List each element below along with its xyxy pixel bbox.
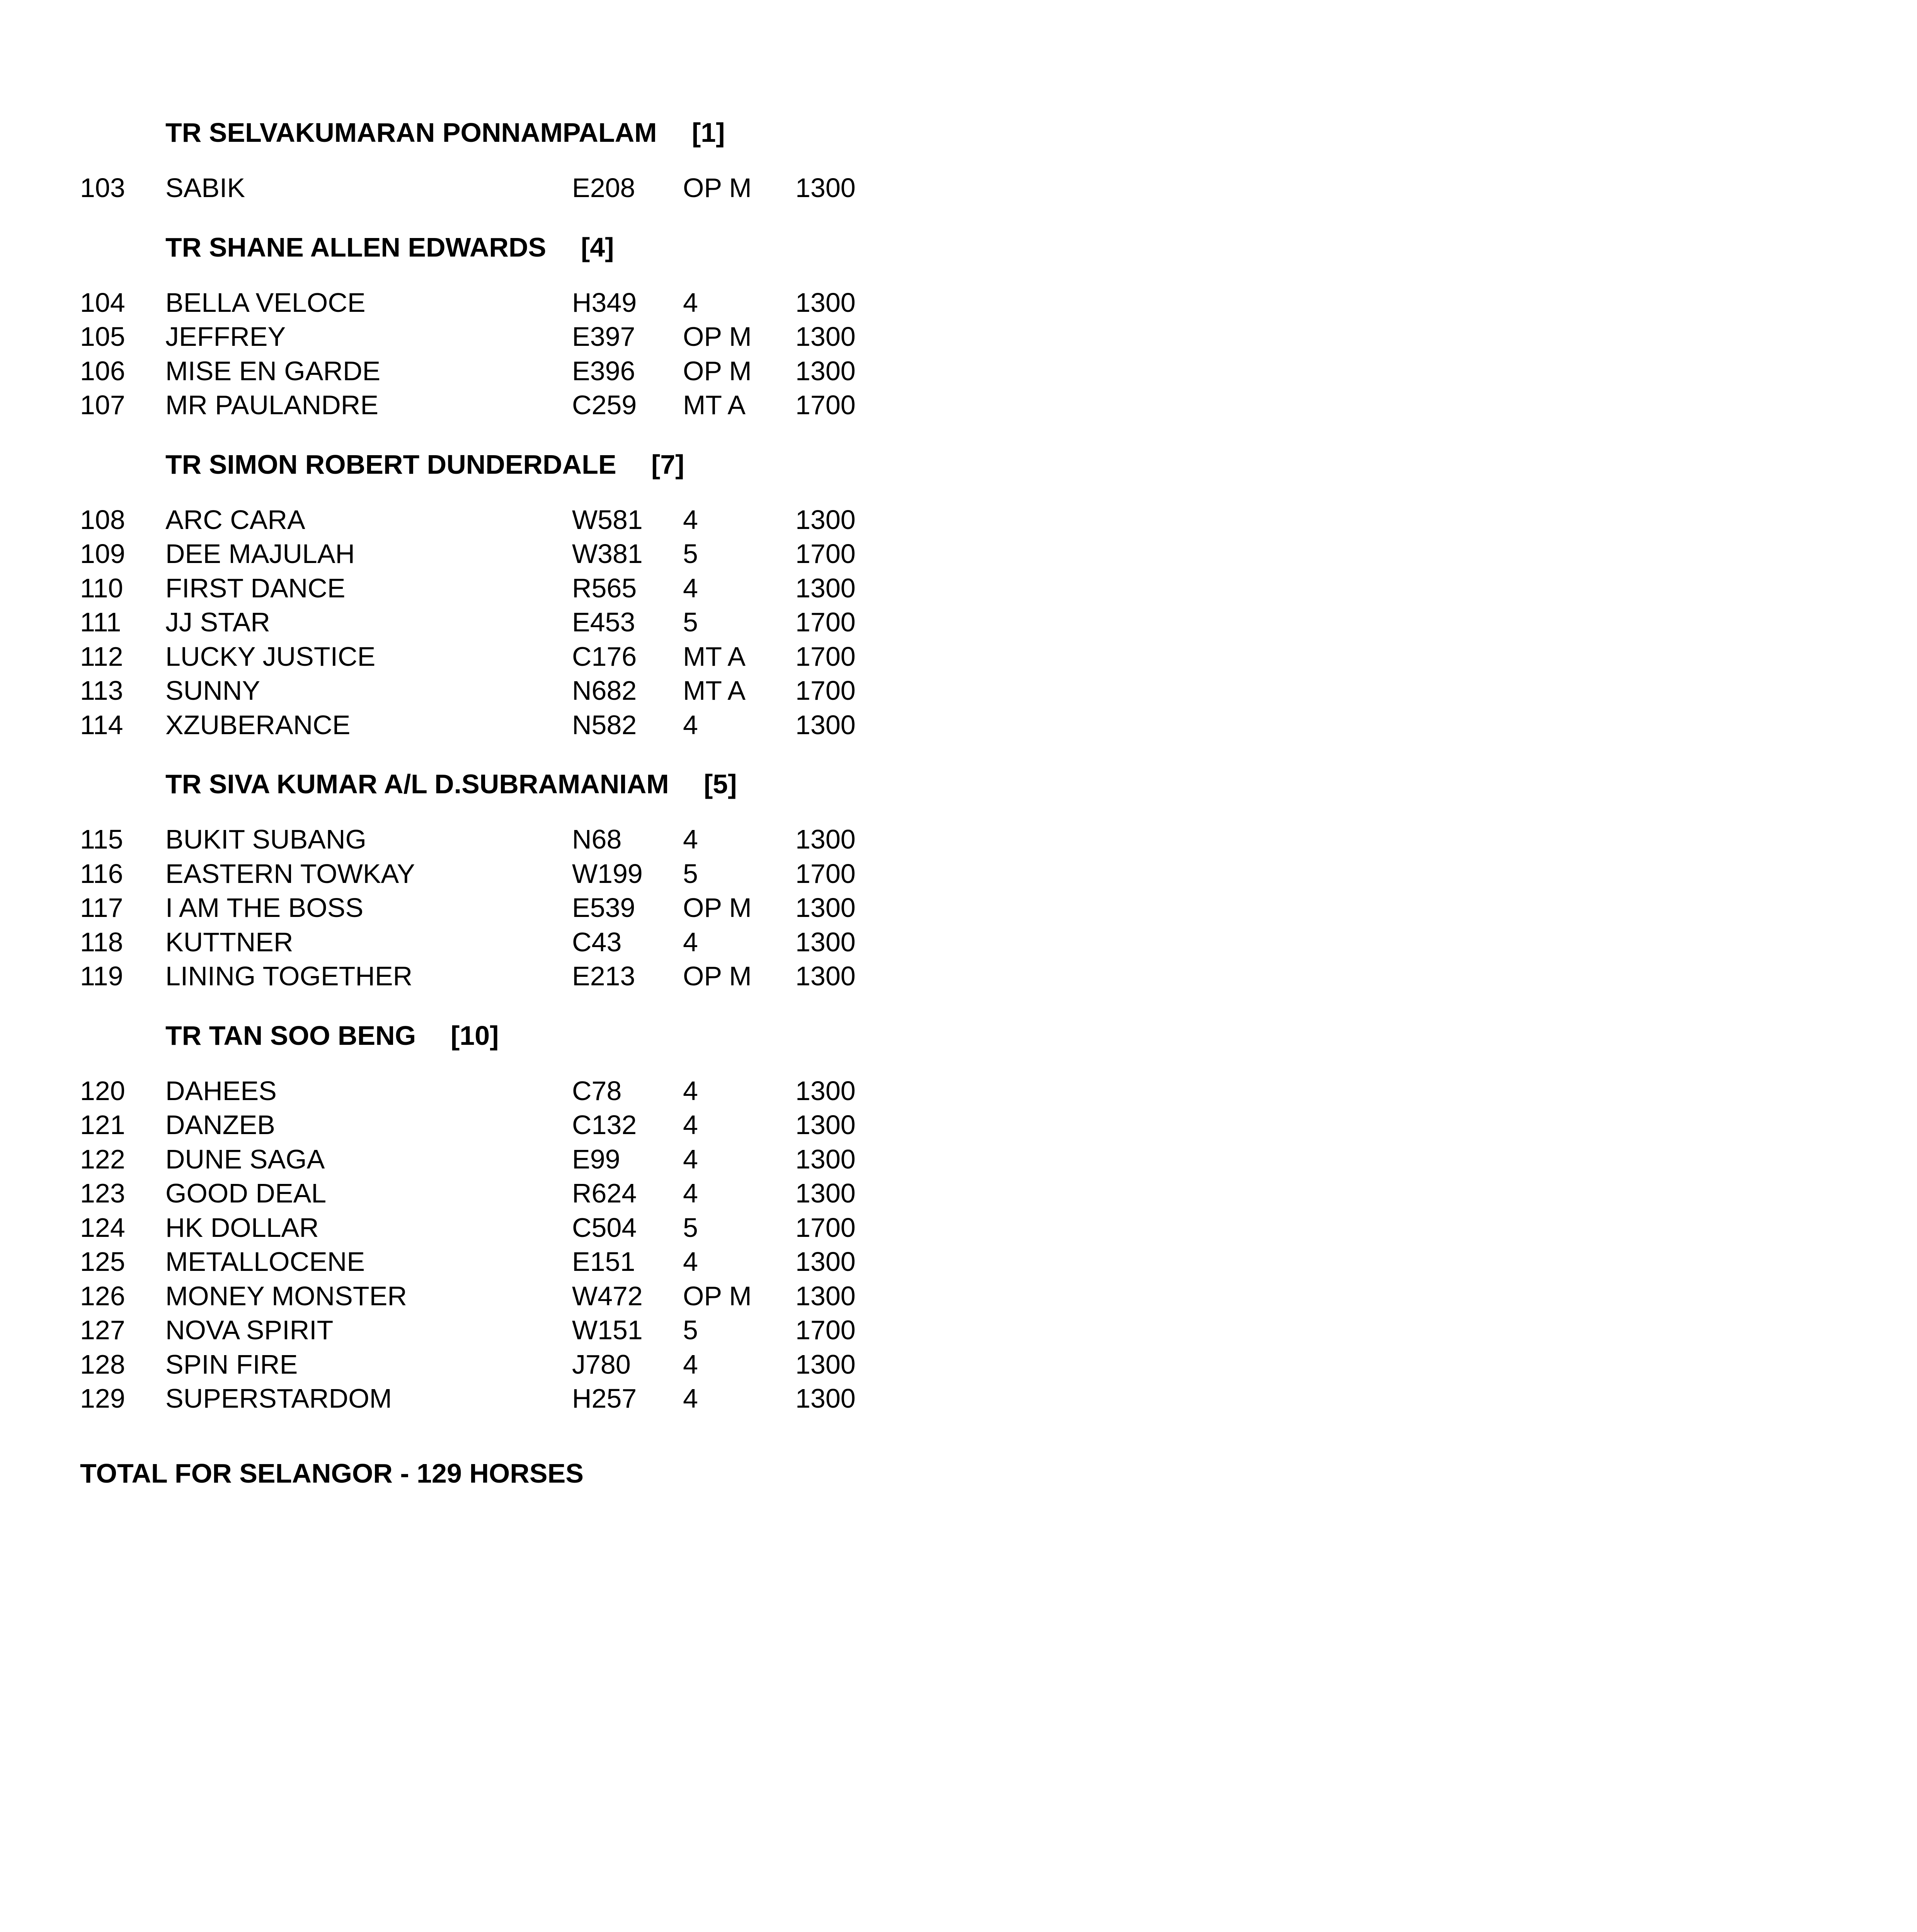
entry-number: 111: [80, 607, 121, 637]
entry-row: [0, 506, 928, 537]
horse-code: E397: [572, 321, 635, 352]
horse-name: LINING TOGETHER: [165, 961, 413, 991]
horse-class: OP M: [683, 173, 752, 203]
race-distance: 1300: [795, 1383, 856, 1413]
entry-number: 119: [80, 961, 123, 991]
horse-name: SUPERSTARDOM: [165, 1383, 392, 1413]
horse-code: C78: [572, 1075, 622, 1106]
entry-row: [0, 174, 928, 205]
horse-class: 5: [683, 539, 698, 569]
race-distance: 1300: [795, 1178, 856, 1208]
horse-class: OP M: [683, 961, 752, 991]
horse-name: FIRST DANCE: [165, 573, 346, 603]
horse-name: HK DOLLAR: [165, 1212, 319, 1243]
trainer-name: TR TAN SOO BENG: [165, 1020, 416, 1051]
horse-code: J780: [572, 1349, 631, 1379]
trainer-heading: [0, 119, 928, 150]
entry-number: 113: [80, 675, 123, 706]
horse-code: W199: [572, 858, 643, 889]
trainer-heading: [0, 770, 928, 801]
entry-row: [0, 1351, 928, 1382]
horse-name: BELLA VELOCE: [165, 287, 366, 318]
entry-number: 105: [80, 321, 125, 352]
trainer-horse-count: [4]: [581, 232, 614, 262]
horse-code: E208: [572, 173, 635, 203]
entry-row: [0, 1316, 928, 1347]
horse-name: KUTTNER: [165, 927, 293, 957]
horse-class: 4: [683, 1110, 698, 1140]
race-distance: 1300: [795, 321, 856, 352]
entry-number: 123: [80, 1178, 125, 1208]
horse-class: OP M: [683, 893, 752, 923]
horse-class: 4: [683, 1349, 698, 1379]
entry-row: [0, 677, 928, 708]
horse-class: MT A: [683, 390, 746, 420]
horse-name: MISE EN GARDE: [165, 355, 381, 386]
horse-code: W472: [572, 1281, 643, 1311]
horse-class: OP M: [683, 355, 752, 386]
horse-name: DAHEES: [165, 1075, 277, 1106]
race-distance: 1700: [795, 607, 856, 637]
entry-row: [0, 575, 928, 605]
horse-name: JJ STAR: [165, 607, 270, 637]
horse-class: OP M: [683, 1281, 752, 1311]
entry-row: [0, 289, 928, 320]
entry-number: 117: [80, 893, 123, 923]
race-distance: 1300: [795, 709, 856, 740]
horse-name: ARC CARA: [165, 504, 305, 535]
horse-name: NOVA SPIRIT: [165, 1315, 334, 1345]
horse-code: N68: [572, 824, 622, 854]
entry-number: 126: [80, 1281, 125, 1311]
entry-row: [0, 711, 928, 742]
race-distance: 1700: [795, 1212, 856, 1243]
entry-number: 118: [80, 927, 123, 957]
trainer-name: TR SELVAKUMARAN PONNAMPALAM: [165, 117, 657, 148]
race-distance: 1300: [795, 573, 856, 603]
horse-code: C176: [572, 641, 637, 672]
entry-row: [0, 860, 928, 891]
entry-row: [0, 1077, 928, 1108]
trainer-horse-count: [10]: [451, 1020, 499, 1051]
entry-row: [0, 894, 928, 925]
entry-row: [0, 609, 928, 639]
horse-code: W151: [572, 1315, 643, 1345]
entry-number: 116: [80, 858, 123, 889]
horse-code: R565: [572, 573, 637, 603]
entry-number: 124: [80, 1212, 125, 1243]
horse-name: SABIK: [165, 173, 245, 203]
horse-class: 4: [683, 287, 698, 318]
horse-name: SUNNY: [165, 675, 260, 706]
horse-class: 5: [683, 607, 698, 637]
horse-code: W381: [572, 539, 643, 569]
race-distance: 1700: [795, 641, 856, 672]
horse-code: H257: [572, 1383, 637, 1413]
entry-number: 128: [80, 1349, 125, 1379]
trainer-name: TR SHANE ALLEN EDWARDS: [165, 232, 546, 262]
horse-name: BUKIT SUBANG: [165, 824, 366, 854]
horse-name: LUCKY JUSTICE: [165, 641, 376, 672]
trainer-heading: [0, 234, 928, 265]
entry-number: 121: [80, 1110, 125, 1140]
entry-row: [0, 643, 928, 674]
horse-class: 4: [683, 573, 698, 603]
horse-code: C504: [572, 1212, 637, 1243]
entry-row: [0, 1282, 928, 1313]
entry-row: [0, 963, 928, 993]
entry-row: [0, 1248, 928, 1279]
entry-row: [0, 357, 928, 388]
entry-row: [0, 391, 928, 422]
entry-number: 122: [80, 1144, 125, 1174]
horse-code: N582: [572, 709, 637, 740]
horse-code: E453: [572, 607, 635, 637]
race-distance: 1300: [795, 893, 856, 923]
entry-number: 106: [80, 355, 125, 386]
horse-code: E539: [572, 893, 635, 923]
horse-class: MT A: [683, 641, 746, 672]
horse-name: MONEY MONSTER: [165, 1281, 407, 1311]
race-distance: 1700: [795, 390, 856, 420]
horse-name: DEE MAJULAH: [165, 539, 355, 569]
horse-name: DANZEB: [165, 1110, 275, 1140]
horse-class: 4: [683, 709, 698, 740]
horse-class: OP M: [683, 321, 752, 352]
horse-class: 4: [683, 824, 698, 854]
horse-class: 5: [683, 858, 698, 889]
horse-name: I AM THE BOSS: [165, 893, 364, 923]
horse-code: E99: [572, 1144, 620, 1174]
horse-name: GOOD DEAL: [165, 1178, 327, 1208]
trainer-name: TR SIVA KUMAR A/L D.SUBRAMANIAM: [165, 769, 669, 799]
horse-class: 5: [683, 1315, 698, 1345]
race-distance: 1300: [795, 1075, 856, 1106]
horse-class: 4: [683, 504, 698, 535]
horse-code: C43: [572, 927, 622, 957]
race-distance: 1700: [795, 675, 856, 706]
race-distance: 1300: [795, 961, 856, 991]
entry-number: 114: [80, 709, 123, 740]
race-distance: 1300: [795, 504, 856, 535]
horse-code: E396: [572, 355, 635, 386]
entry-number: 110: [80, 573, 123, 603]
horse-class: 5: [683, 1212, 698, 1243]
race-distance: 1300: [795, 824, 856, 854]
entry-number: 108: [80, 504, 125, 535]
horse-class: 4: [683, 1075, 698, 1106]
horse-code: W581: [572, 504, 643, 535]
horse-name: JEFFREY: [165, 321, 286, 352]
race-distance: 1300: [795, 355, 856, 386]
race-distance: 1300: [795, 1144, 856, 1174]
race-distance: 1700: [795, 1315, 856, 1345]
entry-number: 120: [80, 1075, 125, 1106]
horse-name: METALLOCENE: [165, 1247, 365, 1277]
horse-class: 4: [683, 1178, 698, 1208]
entry-number: 103: [80, 173, 125, 203]
horse-class: 4: [683, 1144, 698, 1174]
horse-name: XZUBERANCE: [165, 709, 351, 740]
horse-name: DUNE SAGA: [165, 1144, 325, 1174]
total-text: TOTAL FOR SELANGOR - 129 HORSES: [80, 1458, 584, 1488]
trainer-heading: [0, 1022, 928, 1053]
race-distance: 1300: [795, 287, 856, 318]
entry-number: 125: [80, 1247, 125, 1277]
horse-code: E213: [572, 961, 635, 991]
trainer-heading: [0, 451, 928, 482]
entry-number: 115: [80, 824, 123, 854]
horse-code: E151: [572, 1247, 635, 1277]
entry-row: [0, 1385, 928, 1416]
horse-code: C259: [572, 390, 637, 420]
entry-row: [0, 1146, 928, 1177]
entry-number: 107: [80, 390, 125, 420]
horse-name: MR PAULANDRE: [165, 390, 379, 420]
entry-row: [0, 929, 928, 959]
trainer-horse-count: [7]: [651, 449, 684, 480]
entry-row: [0, 826, 928, 857]
race-distance: 1300: [795, 173, 856, 203]
race-distance: 1700: [795, 858, 856, 889]
race-distance: 1300: [795, 1247, 856, 1277]
trainer-name: TR SIMON ROBERT DUNDERDALE: [165, 449, 616, 480]
race-distance: 1300: [795, 927, 856, 957]
trainer-horse-count: [5]: [704, 769, 737, 799]
entry-row: [0, 540, 928, 571]
horse-name: SPIN FIRE: [165, 1349, 298, 1379]
entry-number: 127: [80, 1315, 125, 1345]
horse-code: C132: [572, 1110, 637, 1140]
entry-number: 109: [80, 539, 125, 569]
race-distance: 1700: [795, 539, 856, 569]
entry-row: [0, 323, 928, 354]
horse-code: H349: [572, 287, 637, 318]
entry-row: [0, 1111, 928, 1142]
horse-class: 4: [683, 1383, 698, 1413]
horse-class: 4: [683, 1247, 698, 1277]
race-distance: 1300: [795, 1281, 856, 1311]
total-line: [0, 1460, 928, 1491]
entry-number: 112: [80, 641, 123, 672]
horse-code: R624: [572, 1178, 637, 1208]
horse-class: MT A: [683, 675, 746, 706]
entry-row: [0, 1214, 928, 1245]
race-distance: 1300: [795, 1110, 856, 1140]
horse-class: 4: [683, 927, 698, 957]
entry-number: 129: [80, 1383, 125, 1413]
horse-name: EASTERN TOWKAY: [165, 858, 415, 889]
entry-number: 104: [80, 287, 125, 318]
entry-row: [0, 1180, 928, 1211]
trainer-horse-count: [1]: [692, 117, 725, 148]
race-distance: 1300: [795, 1349, 856, 1379]
horse-code: N682: [572, 675, 637, 706]
